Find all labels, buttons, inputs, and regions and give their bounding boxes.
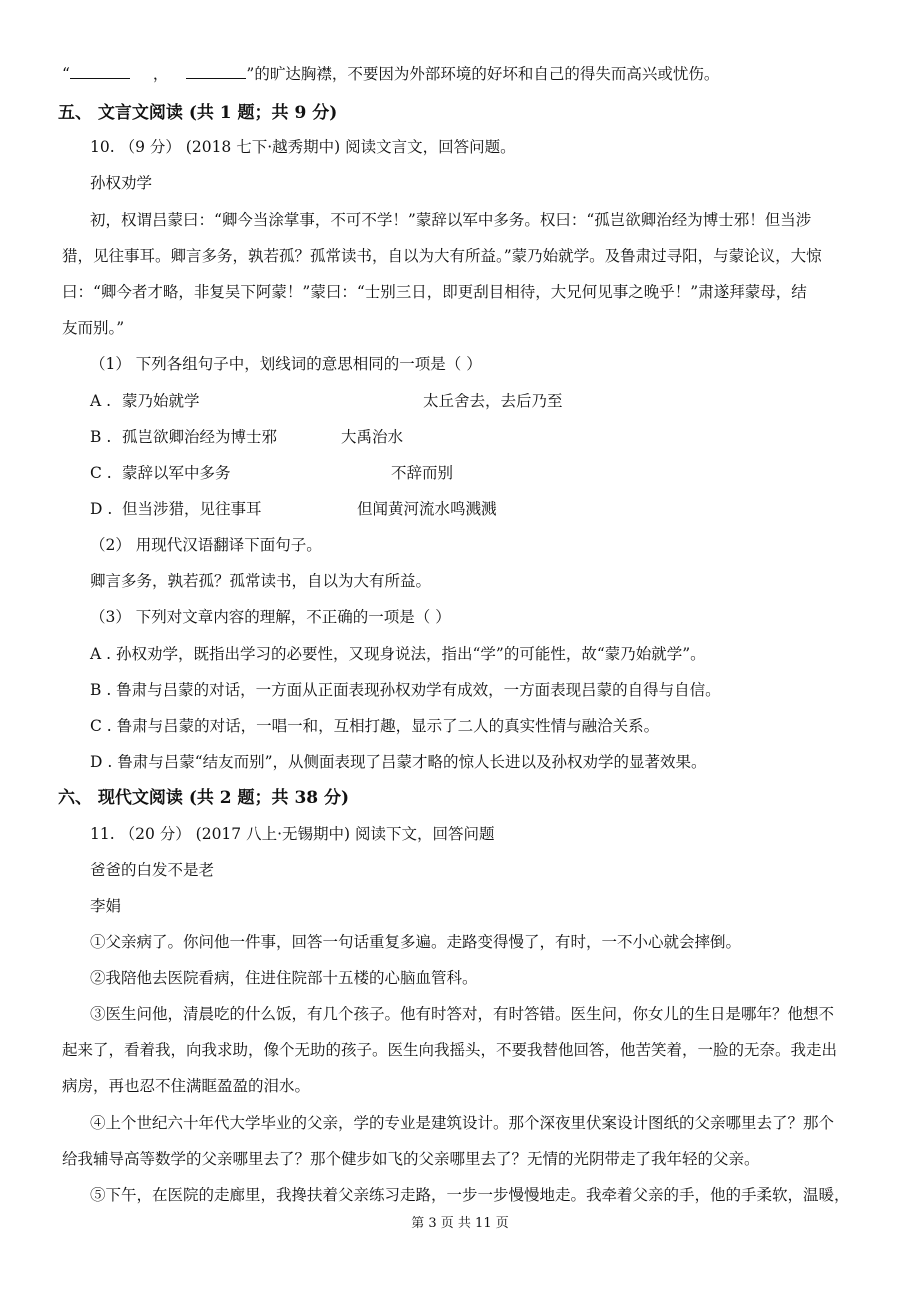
- blank-2: [186, 64, 246, 79]
- paragraph-2: ②我陪他去医院看病，住进住院部十五楼的心脑血管科。: [90, 969, 478, 987]
- option-right-text: 大禹治水: [341, 428, 404, 446]
- option-right-text: 太丘舍去，去后乃至: [423, 392, 563, 410]
- q3-option-d: D . 鲁肃与吕蒙“结友而别”，从侧面表现了吕蒙才略的惊人长进以及孙权劝学的显著效果。: [90, 753, 707, 771]
- option-label: D .: [90, 500, 113, 518]
- question-11-header: 11. （20 分） (2017 八上·无锡期中) 阅读下文，回答问题: [90, 825, 495, 843]
- option-left-text: 蒙乃始就学: [122, 392, 200, 410]
- q1-option-a: [90, 391, 900, 411]
- option-right-text: 不辞而别: [391, 464, 454, 482]
- sub-question-1: （1） 下列各组句子中，划线词的意思相同的一项是（ ）: [90, 355, 482, 373]
- q2-sentence: 卿言多务，孰若孤？孤常读书，自以为大有所益。: [90, 572, 432, 590]
- open-quote: “: [62, 65, 70, 83]
- option-label: B .: [90, 428, 112, 446]
- section-6-heading: 六、 现代文阅读 (共 2 题；共 38 分): [58, 788, 350, 808]
- option-left-text: 蒙辞以军中多务: [122, 464, 231, 482]
- question-10-header: 10. （9 分） (2018 七下·越秀期中) 阅读文言文，回答问题。: [90, 138, 516, 156]
- article-title: 爸爸的白发不是老: [90, 861, 215, 879]
- article-author: 李娟: [90, 897, 122, 915]
- q1-option-c: [90, 463, 900, 483]
- sub-question-3: （3） 下列对文章内容的理解，不正确的一项是（ ）: [90, 608, 451, 626]
- paragraph-3-line-3: 病房，再也忍不住满眶盈盈的泪水。: [62, 1077, 311, 1095]
- fill-blank-tail: ”的旷达胸襟，不要因为外部环境的好坏和自己的得失而高兴或忧伤。: [246, 65, 720, 83]
- paragraph-3-line-1: ③医生问他，清晨吃的什么饭，有几个孩子。他有时答对，有时答错。医生问，你女儿的生日是哪年？他想不: [90, 1005, 835, 1023]
- passage-line-1: 初，权谓吕蒙曰：“卿今当涂掌事，不可不学！”蒙辞以军中多务。权曰：“孤岂欲卿治经为博士邪！但当涉: [90, 211, 812, 229]
- comma: ，: [152, 65, 169, 83]
- q3-option-a: A . 孙权劝学，既指出学习的必要性，又现身说法，指出“学”的可能性，故“蒙乃始就学”。: [90, 645, 706, 663]
- section-5-heading: 五、 文言文阅读 (共 1 题；共 9 分): [58, 103, 338, 123]
- sub-question-2: （2） 用现代汉语翻译下面句子。: [90, 536, 322, 554]
- option-left-text: 但当涉猎，见往事耳: [122, 500, 262, 518]
- paragraph-4-line-2: 给我辅导高等数学的父亲哪里去了？那个健步如飞的父亲哪里去了？无情的光阴带走了我年轻的父亲。: [62, 1150, 760, 1168]
- option-left-text: 孤岂欲卿治经为博士邪: [122, 428, 278, 446]
- passage-line-2: 猎，见往事耳。卿言多务，孰若孤？孤常读书，自以为大有所益。”蒙乃始就学。及鲁肃过寻阳，与蒙论议，大惊: [62, 247, 822, 265]
- passage-line-3: 曰：“卿今者才略，非复吴下阿蒙！”蒙曰：“士别三日，即更刮目相待，大兄何见事之晚乎！”肃遂拜蒙母，结: [62, 283, 807, 301]
- paragraph-3-line-2: 起来了，看着我，向我求助，像个无助的孩子。医生向我摇头，不要我替他回答，他苦笑着，一脸的无奈。我走出: [62, 1041, 838, 1059]
- passage-title: 孙权劝学: [90, 174, 153, 192]
- option-label: A .: [90, 392, 112, 410]
- q1-option-b: [90, 427, 900, 447]
- paragraph-1: ①父亲病了。你问他一件事，回答一句话重复多遍。走路变得慢了，有时，一不小心就会摔倒。: [90, 933, 742, 951]
- option-label: C .: [90, 464, 112, 482]
- paragraph-4-line-1: ④上个世纪六十年代大学毕业的父亲，学的专业是建筑设计。那个深夜里伏案设计图纸的父亲哪里去了？那个: [90, 1114, 835, 1132]
- q1-option-d: [90, 499, 900, 519]
- blank-1: [70, 64, 130, 79]
- option-right-text: 但闻黄河流水鸣溅溅: [357, 500, 497, 518]
- q3-option-c: C . 鲁肃与吕蒙的对话，一唱一和，互相打趣，显示了二人的真实性情与融洽关系。: [90, 717, 660, 735]
- passage-line-4: 友而别。”: [62, 319, 125, 337]
- page-footer: 第 3 页 共 11 页: [411, 1216, 509, 1231]
- q3-option-b: B . 鲁肃与吕蒙的对话，一方面从正面表现孙权劝学有成效，一方面表现吕蒙的自得与自信。: [90, 681, 721, 699]
- paragraph-5-line-1: ⑤下午，在医院的走廊里，我搀扶着父亲练习走路，一步一步慢慢地走。我牵着父亲的手，他的手柔软，温暖，: [90, 1186, 850, 1204]
- fill-blank-line: [62, 64, 872, 84]
